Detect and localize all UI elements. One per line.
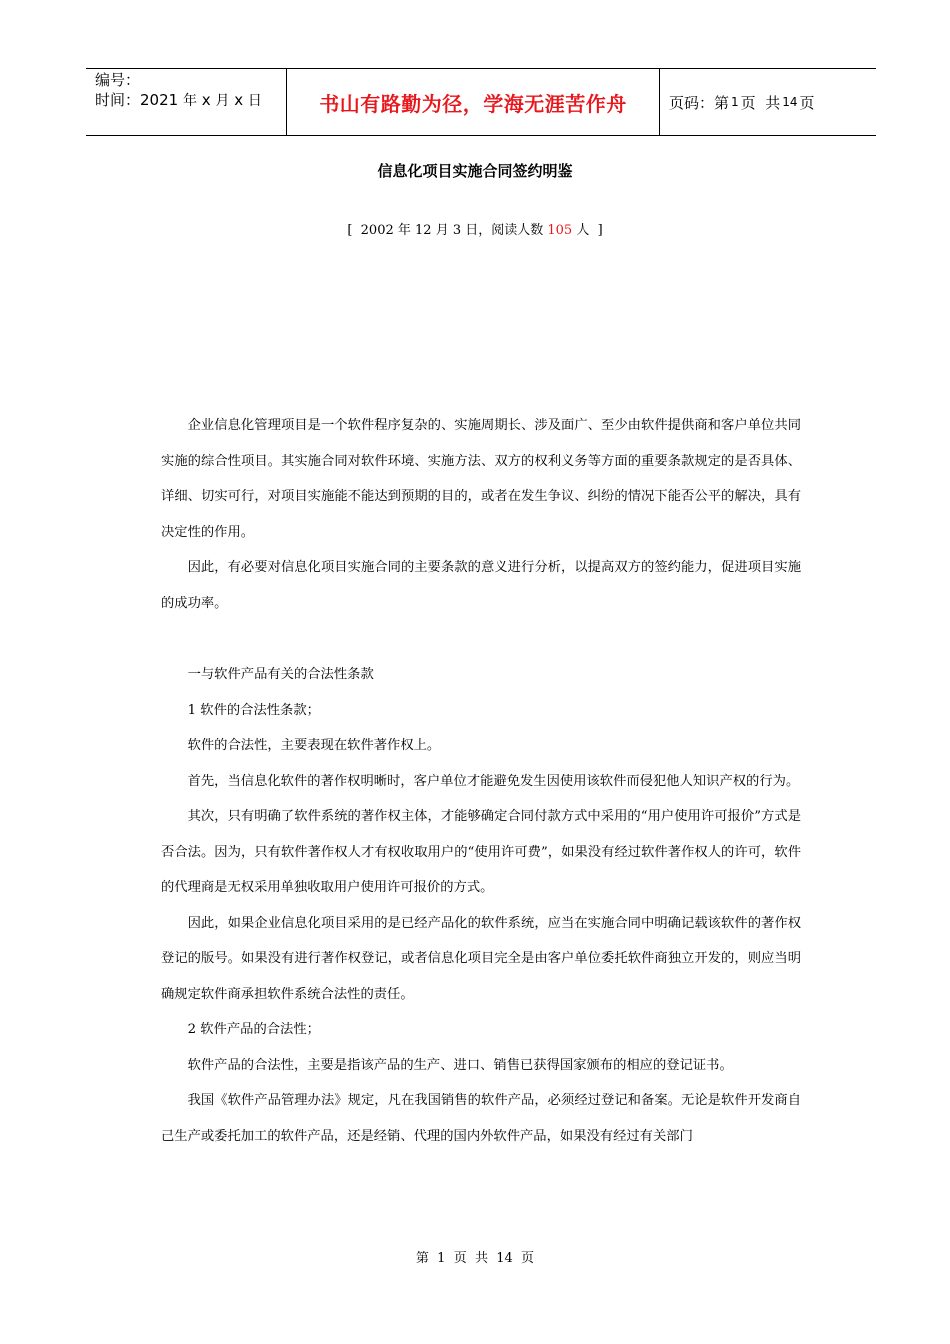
page-mid: 页 共	[740, 93, 781, 112]
time-label: 时间：	[95, 91, 141, 109]
time-line	[95, 90, 286, 111]
section-heading: 一与软件产品有关的合法性条款	[187, 667, 374, 682]
subsection-heading: 1 软件的合法性条款；	[187, 702, 320, 718]
paragraph: 我国《软件产品管理办法》规定，凡在我国销售的软件产品，必须经过登记和备案。无论是软件开发商自己生产或委托加工的软件产品，还是经销、代理的国内外软件产品，如果没有经过有关部门	[161, 1093, 801, 1144]
paragraph: 软件的合法性，主要表现在软件著作权上。	[187, 738, 441, 753]
page-header	[86, 68, 876, 136]
page-total: 14	[782, 95, 798, 109]
number-label: 编号：	[95, 71, 141, 89]
document-body	[161, 408, 801, 1154]
paragraph: 软件产品的合法性，主要是指该产品的生产、进口、销售已获得国家颁布的相应的登记证书。	[187, 1057, 733, 1073]
meta-prefix: [ 2002 年 12 月 3 日，阅读人数	[347, 223, 548, 238]
time-year-unit: 年	[182, 93, 197, 109]
document-title: 信息化项目实施合同签约明鉴	[377, 162, 573, 180]
page-current: 1	[731, 95, 739, 109]
time-year: 2021	[140, 91, 179, 109]
header-info-cell	[86, 69, 287, 135]
paragraph: 企业信息化管理项目是一个软件程序复杂的、实施周期长、涉及面广、至少由软件提供商和客户单位共同实施的综合性项目。其实施合同对软件环境、实施方法、双方的权利义务等方面的重要条款规定的是否具体、详细、切实可行，对项目实施能不能达到预期的目的，或者在发生争议、纠纷的情况下能否公平的解决，具有决定性的作用。	[161, 418, 801, 540]
time-day-unit: 日	[247, 93, 262, 109]
time-day: x	[234, 91, 244, 109]
time-month-unit: 月	[215, 93, 230, 109]
time-month: x	[201, 91, 211, 109]
motto-cell	[287, 69, 660, 135]
paragraph: 因此，有必要对信息化项目实施合同的主要条款的意义进行分析，以提高双方的签约能力，促进项目实施的成功率。	[161, 560, 801, 611]
motto-text: 书山有路勤为径，学海无涯苦作舟	[319, 91, 627, 116]
paragraph: 因此，如果企业信息化项目采用的是已经产品化的软件系统，应当在实施合同中明确记载该软件的著作权登记的版号。如果没有进行著作权登记，或者信息化项目完全是由客户单位委托软件商独立开发的，则应当明确规定软件商承担软件系统合法性的责任。	[161, 915, 801, 1002]
page-footer: 第 1 页 共 14 页	[415, 1251, 535, 1266]
page-number-cell	[660, 69, 876, 135]
meta-suffix: 人 ]	[572, 223, 603, 238]
document-meta	[0, 219, 950, 238]
paragraph: 首先，当信息化软件的著作权明晰时，客户单位才能避免发生因使用该软件而侵犯他人知识产权的行为。	[187, 773, 800, 789]
page-end: 页	[799, 93, 815, 112]
page-label: 页码：第	[669, 93, 730, 112]
reader-count: 105	[547, 223, 573, 238]
paragraph: 其次，只有明确了软件系统的著作权主体，才能够确定合同付款方式中采用的“用户使用许可报价”方式是否合法。因为，只有软件著作权人才有权收取用户的“使用许可费”，如果没有经过软件著作权人的许可，软件的代理商是无权采用单独收取用户使用许可报价的方式。	[161, 809, 801, 895]
subsection-heading: 2 软件产品的合法性；	[187, 1022, 320, 1037]
